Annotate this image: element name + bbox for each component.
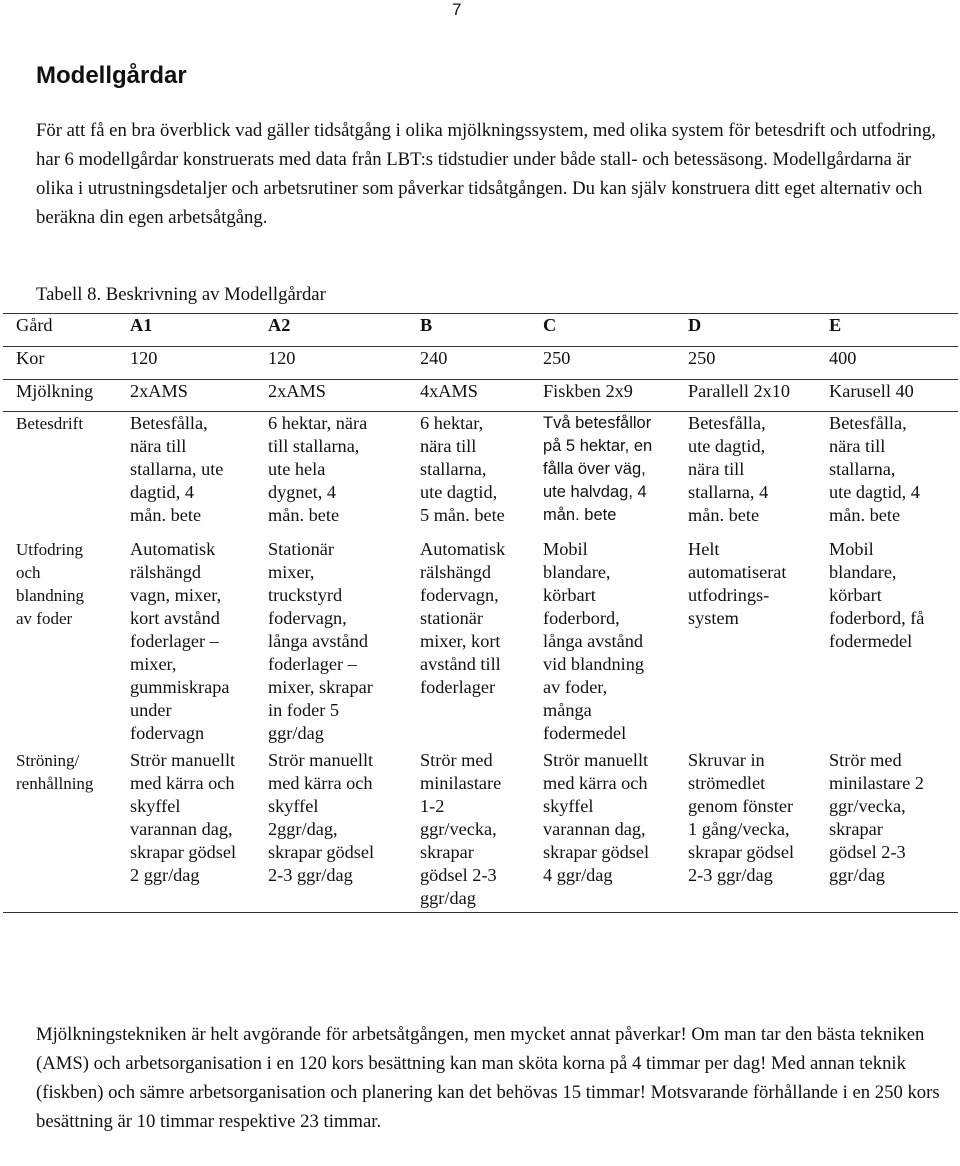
table-cell: Betesfålla, nära till stallarna, ute dagtid, 4 mån. bete bbox=[130, 413, 224, 525]
row-label-litter: Ströning/ renhållning bbox=[3, 749, 117, 913]
table-cell: Två betesfållor på 5 hektar, en fålla över väg, ute halvdag, 4 mån. bete bbox=[543, 414, 653, 524]
table-cell: 250 bbox=[530, 347, 675, 380]
table-cell: Helt automatiserat utfodrings- system bbox=[688, 539, 787, 628]
header-cell-a1: A1 bbox=[117, 314, 255, 347]
table-caption: Tabell 8. Beskrivning av Modellgårdar bbox=[36, 284, 326, 305]
table-row-litter bbox=[3, 749, 958, 913]
header-cell-a2: A2 bbox=[255, 314, 407, 347]
table-cell: Stationär mixer, truckstyrd fodervagn, långa avstånd foderlager – mixer, skrapar in foder 5 ggr/dag bbox=[268, 539, 373, 743]
table-row-milking bbox=[3, 380, 958, 412]
table-cell: Mobil blandare, körbart foderbord, få fodermedel bbox=[829, 539, 925, 651]
header-cell-e: E bbox=[816, 314, 958, 347]
table-cell: Strör med minilastare 1-2 ggr/vecka, skrapar gödsel 2-3 ggr/dag bbox=[407, 749, 530, 913]
table-cell: 120 bbox=[255, 347, 407, 380]
table-cell: Parallell 2x10 bbox=[675, 380, 816, 412]
header-cell-d: D bbox=[675, 314, 816, 347]
table-row-feeding bbox=[3, 538, 958, 749]
table-cell: Strör manuellt med kärra och skyffel 2ggr/dag, skrapar gödsel 2-3 ggr/dag bbox=[255, 749, 407, 913]
table-cell: 2xAMS bbox=[117, 380, 255, 412]
table-cell: 400 bbox=[816, 347, 958, 380]
table-cell: Karusell 40 bbox=[816, 380, 958, 412]
table-cell: 6 hektar, nära till stallarna, ute dagtid, 5 mån. bete bbox=[420, 413, 505, 525]
model-farms-table bbox=[3, 313, 958, 913]
table-cell: Strör manuellt med kärra och skyffel varannan dag, skrapar gödsel 2 ggr/dag bbox=[117, 749, 255, 913]
table-header-row bbox=[3, 314, 958, 347]
table-row-cows bbox=[3, 347, 958, 380]
table-cell: Mobil blandare, körbart foderbord, långa avstånd vid blandning av foder, många fodermedel bbox=[543, 539, 645, 743]
conclusion-paragraph: Mjölkningstekniken är helt avgörande för arbetsåtgången, men mycket annat påverkar! Om man tar den bästa tekniken (AMS) och arbetsorganisation i en 120 kors besättning kan man sköta korna på 4 timmar per dag! Med annan teknik (fiskben) och sämre arbetsorganisation och planering kan det behövas 15 timmar! Motsvarande förhållande i en 250 kors besättning är 10 timmar respektive 23 timmar. bbox=[36, 1024, 940, 1132]
row-label-grazing: Betesdrift bbox=[16, 414, 84, 433]
table-cell: 4xAMS bbox=[407, 380, 530, 412]
header-cell-gard: Gård bbox=[3, 314, 117, 347]
intro-paragraph: För att få en bra överblick vad gäller tidsåtgång i olika mjölkningssystem, med olika system för betesdrift och utfodring, har 6 modellgårdar konstruerats med data från LBT:s tidstudier under både stall- och betessäsong. Modellgårdarna är olika i utrustningsdetaljer och arbetsrutiner som påverkar tidsåtgången. Du kan själv konstruera ditt eget alternativ och beräkna din egen arbetsåtgång. bbox=[36, 120, 936, 228]
table-cell: Automatisk rälshängd fodervagn, stationär mixer, kort avstånd till foderlager bbox=[420, 539, 506, 697]
table-cell: Skruvar in strömedlet genom fönster 1 gång/vecka, skrapar gödsel 2-3 ggr/dag bbox=[675, 749, 816, 913]
header-cell-b: B bbox=[407, 314, 530, 347]
table-cell: Fiskben 2x9 bbox=[530, 380, 675, 412]
table-cell: 240 bbox=[407, 347, 530, 380]
header-cell-c: C bbox=[530, 314, 675, 347]
table-row-grazing bbox=[3, 412, 958, 539]
row-label-feeding: Utfodring och blandning av foder bbox=[16, 540, 84, 628]
table-cell: Strör manuellt med kärra och skyffel varannan dag, skrapar gödsel 4 ggr/dag bbox=[530, 749, 675, 913]
row-label-milking: Mjölkning bbox=[3, 380, 117, 412]
table-cell: Betesfålla, nära till stallarna, ute dagtid, 4 mån. bete bbox=[829, 413, 920, 525]
table-cell: 2xAMS bbox=[255, 380, 407, 412]
table-cell: Betesfålla, ute dagtid, nära till stallarna, 4 mån. bete bbox=[688, 413, 769, 525]
table-cell: 120 bbox=[117, 347, 255, 380]
table-cell: 6 hektar, nära till stallarna, ute hela dygnet, 4 mån. bete bbox=[268, 413, 368, 525]
row-label-cows: Kor bbox=[3, 347, 117, 380]
table-cell: Strör med minilastare 2 ggr/vecka, skrapar gödsel 2-3 ggr/dag bbox=[816, 749, 958, 913]
table-cell: Automatisk rälshängd vagn, mixer, kort avstånd foderlager – mixer, gummiskrapa under fodervagn bbox=[130, 539, 230, 743]
section-heading: Modellgårdar bbox=[36, 62, 187, 89]
page-number: 7 bbox=[452, 0, 462, 19]
table-cell: 250 bbox=[675, 347, 816, 380]
